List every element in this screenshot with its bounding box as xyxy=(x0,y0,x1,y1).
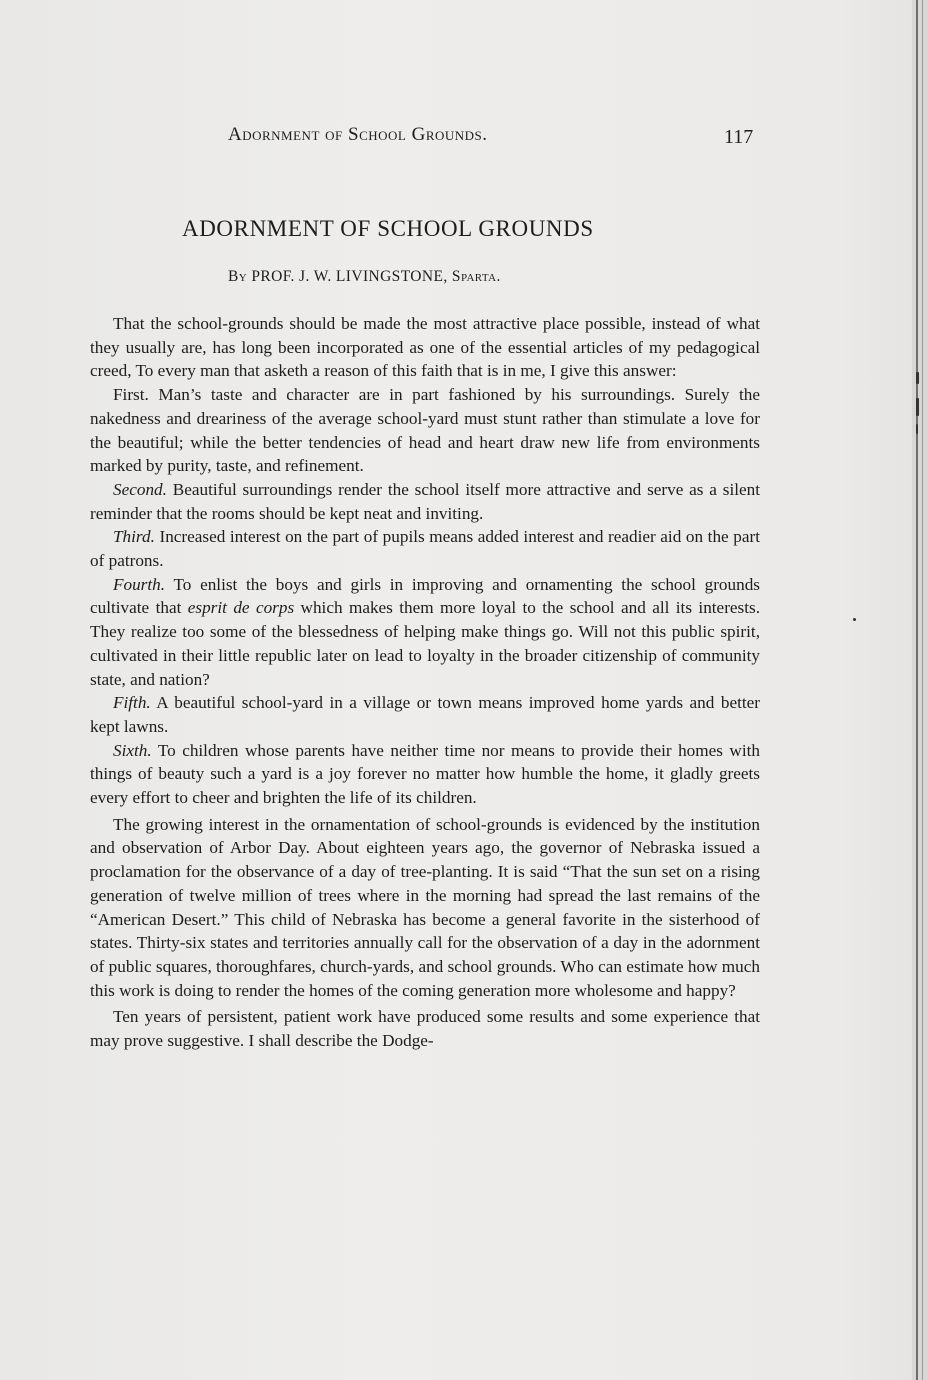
byline-author: PROF. J. W. LIVINGSTONE, xyxy=(251,268,448,285)
byline-place: Sparta. xyxy=(451,268,501,285)
paragraph-fourth xyxy=(90,573,760,692)
article-body xyxy=(90,312,760,1053)
ink-speck xyxy=(916,424,918,434)
paragraph-third xyxy=(90,525,760,572)
paragraph-sixth-text: To children whose parents have neither time nor means to provide their homes with things of beauty such a yard is a joy forever no matter how humble the home, it gladly greets every effort to cheer and brighten the life of its children. xyxy=(90,740,760,808)
paragraph-fifth-label: Fifth. xyxy=(113,693,151,713)
paragraph-fifth xyxy=(90,691,760,738)
page-edge-line xyxy=(916,0,918,1380)
paragraph-third-label: Third. xyxy=(113,527,155,547)
ink-speck xyxy=(916,398,919,416)
paragraph-intro: That the school-grounds should be made the most attractive place possible, instead of what they usually are, has long been incorporated as one of the essential articles of my pedagogical creed, To every man that asketh a reason of this faith that is in me, I give this answer: xyxy=(90,314,760,381)
paragraph-fourth-label: Fourth. xyxy=(113,574,166,594)
paragraph-third-text: Increased interest on the part of pupils means added interest and readier aid on the part of patrons. xyxy=(90,527,760,571)
ink-speck xyxy=(916,372,919,384)
page-number: 117 xyxy=(724,126,754,148)
page-edge xyxy=(912,0,928,1380)
paragraph-fourth-text-a: To enlist the boys and girls in improving and ornamenting the school grounds cultivate that xyxy=(90,574,760,618)
paragraph-first xyxy=(90,383,760,478)
ink-speck xyxy=(853,618,856,621)
byline-prefix: By xyxy=(228,268,248,285)
paragraph-first-text: Man’s taste and character are in part fashioned by his surroundings. Surely the nakedness and dreariness of the average school-yard must stunt rather than stimulate a love for the beautiful; while the better tendencies of head and heart draw new life from environments marked by purity, taste, and refinement. xyxy=(90,385,760,476)
paragraph-sixth xyxy=(90,739,760,810)
running-head: Adornment of School Grounds. xyxy=(228,124,488,145)
byline xyxy=(228,268,501,286)
article-title: ADORNMENT OF SCHOOL GROUNDS xyxy=(182,216,594,241)
paragraph-arbor-day: The growing interest in the ornamentation of school-grounds is evidenced by the institution and observation of Arbor Day. About eighteen years ago, the governor of Nebraska issued a proclamation for the observance of a day of tree-planting. It is said “That the sun set on a rising generation of twelve million of trees where in the morning had spread the last remains of the “American Desert.” This child of Nebraska has become a general favorite in the sisterhood of states. Thirty-six states and territories annually call for the observation of a day in the adornment of public squares, thoroughfares, church-yards, and school grounds. Who can estimate how much this work is doing to render the homes of the coming generation more wholesome and happy? xyxy=(90,814,760,1000)
paragraph-closing: Ten years of persistent, patient work have produced some results and some experience that may prove suggestive. I shall describe the Dodge- xyxy=(90,1007,760,1051)
paragraph-sixth-label: Sixth. xyxy=(113,740,152,760)
paragraph-first-label: First. xyxy=(113,385,149,405)
paragraph-fourth-text-b: which makes them more loyal to the school and all its interests. They realize too some of the blessedness of helping make things go. Will not this public spirit, cultivated in their little republic later on lead to loyalty in the broader citizenship of community state, and nation? xyxy=(90,598,760,689)
paragraph-fifth-text: A beautiful school-yard in a village or town means improved home yards and better kept lawns. xyxy=(90,693,760,736)
paragraph-fourth-italic: esprit de corps xyxy=(187,598,295,618)
paragraph-second-label: Second. xyxy=(113,479,167,499)
page-edge-line-secondary xyxy=(922,0,923,1380)
paragraph-second-text: Beautiful surroundings render the school itself more attractive and serve as a silent reminder that the rooms should be kept neat and inviting. xyxy=(90,479,760,523)
paragraph-second xyxy=(90,478,760,525)
